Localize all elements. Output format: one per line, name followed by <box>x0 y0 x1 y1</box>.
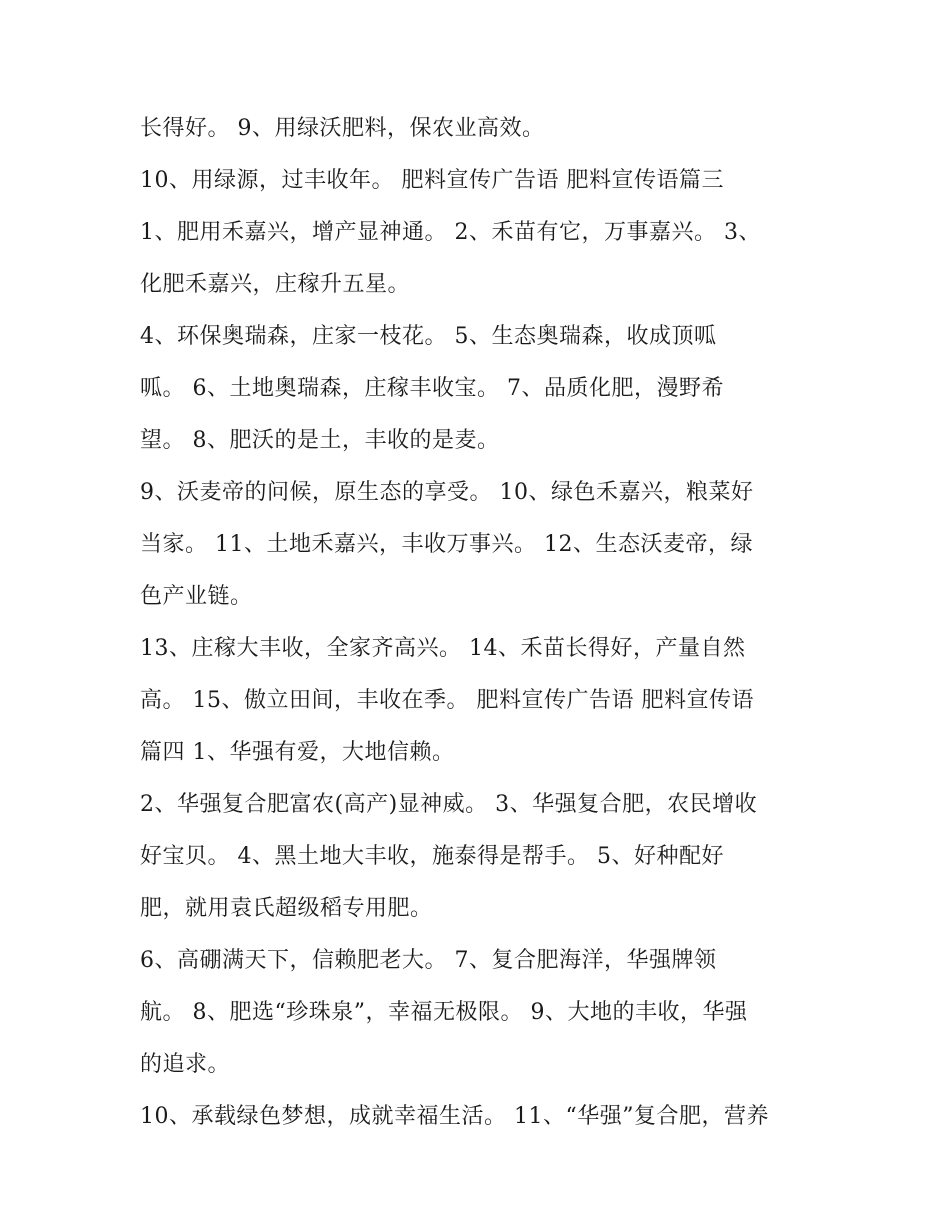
text-line: 10、用绿源，过丰收年。 肥料宣传广告语 肥料宣传语篇三 <box>140 168 724 193</box>
text-line: 航。 8、肥选“珍珠泉”，幸福无极限。 9、大地的丰收，华强 <box>140 1000 748 1025</box>
text-line: 4、环保奥瑞森，庄家一枝花。 5、生态奥瑞森，收成顶呱 <box>140 324 717 349</box>
text-line: 13、庄稼大丰收，全家齐高兴。 14、禾苗长得好，产量自然 <box>140 636 746 661</box>
text-line: 色产业链。 <box>140 584 253 609</box>
text-line: 的追求。 <box>140 1052 231 1077</box>
text-line: 肥，就用袁氏超级稻专用肥。 <box>140 896 433 921</box>
text-line: 当家。 11、土地禾嘉兴，丰收万事兴。 12、生态沃麦帝，绿 <box>140 532 753 557</box>
text-line: 9、沃麦帝的问候，原生态的享受。 10、绿色禾嘉兴，粮菜好 <box>140 480 754 505</box>
text-line: 1、肥用禾嘉兴，增产显神通。 2、禾苗有它，万事嘉兴。 3、 <box>140 220 761 245</box>
text-line: 6、高硼满天下，信赖肥老大。 7、复合肥海洋，华强牌领 <box>140 948 717 973</box>
text-line: 好宝贝。 4、黑土地大丰收，施泰得是帮手。 5、好种配好 <box>140 844 724 869</box>
text-line: 高。 15、傲立田间，丰收在季。 肥料宣传广告语 肥料宣传语 <box>140 688 754 713</box>
text-line: 长得好。 9、用绿沃肥料，保农业高效。 <box>140 116 545 141</box>
text-line: 化肥禾嘉兴，庄稼升五星。 <box>140 272 411 297</box>
text-line: 呱。 6、土地奥瑞森，庄稼丰收宝。 7、品质化肥，漫野希 <box>140 376 724 401</box>
document-body <box>140 107 840 1147</box>
text-line: 2、华强复合肥富农(高产)显神威。 3、华强复合肥，农民增收 <box>140 792 758 817</box>
text-line: 篇四 1、华强有爱，大地信赖。 <box>140 740 455 765</box>
text-line: 望。 8、肥沃的是土，丰收的是麦。 <box>140 428 500 453</box>
text-line: 10、承载绿色梦想，成就幸福生活。 11、“华强”复合肥，营养 <box>140 1104 769 1129</box>
